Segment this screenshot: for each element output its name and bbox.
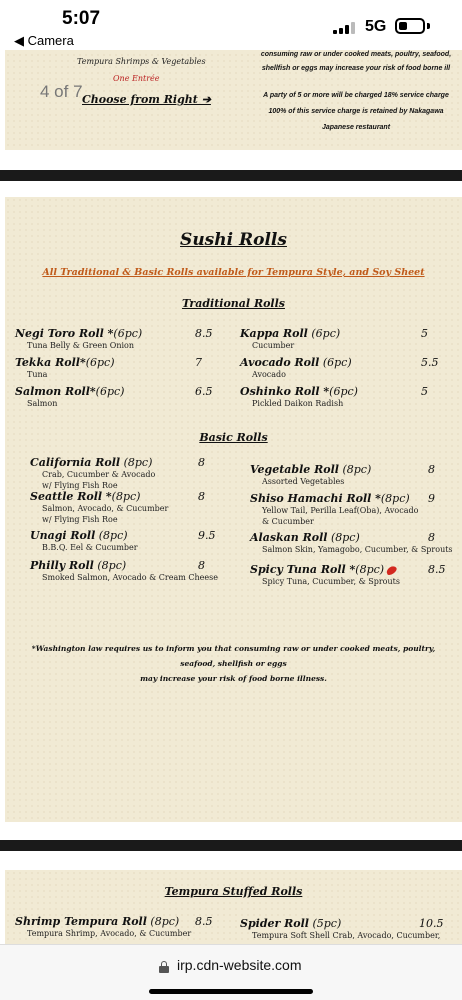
menu-item (240, 917, 440, 941)
health-warning-line: may increase your risk of food borne illness. (140, 674, 327, 683)
item-name: Tekka Roll* (15, 356, 86, 369)
item-name: Vegetable Roll (250, 463, 339, 476)
item-description: Tuna Belly & Green Onion (27, 341, 135, 350)
item-pieces: (8pc) (355, 563, 385, 576)
item-price: 6.5 (195, 385, 213, 398)
item-description: Tempura Shrimp, Avocado, & Cucumber (27, 929, 192, 938)
page-divider (0, 170, 462, 181)
battery-tip (427, 23, 430, 29)
service-charge-text (250, 88, 462, 136)
item-name: Alaskan Roll (250, 531, 328, 544)
traditional-rolls-heading: Traditional Rolls (182, 297, 285, 310)
item-description: Tuna (27, 370, 48, 379)
item-description: Avocado (252, 370, 286, 379)
tempura-line: Tempura Shrimps & Vegetables (77, 57, 206, 66)
item-pieces: (8pc) (93, 559, 127, 572)
url-text[interactable]: irp.cdn-website.com (177, 957, 302, 973)
item-name: Avocado Roll (240, 356, 320, 369)
tempura-stuffed-rolls-heading: Tempura Stuffed Rolls (164, 885, 303, 898)
item-price: 5 (421, 385, 428, 398)
service-line: A party of 5 or more will be charged 18% service charge (263, 92, 449, 99)
menu-page-previous (5, 40, 462, 150)
clock: 5:07 (62, 8, 101, 29)
item-price: 8.5 (195, 327, 213, 340)
item-name: Spider Roll (240, 917, 309, 930)
item-description: Cucumber (252, 341, 295, 350)
network-type: 5G (365, 18, 387, 35)
menu-item (30, 490, 168, 525)
health-warning (25, 641, 442, 686)
item-name: Negi Toro Roll * (15, 327, 114, 340)
item-name: Shiso Hamachi Roll * (250, 492, 381, 505)
item-name: Spicy Tuna Roll * (250, 563, 356, 576)
item-description: w/ Flying Fish Roe (42, 481, 118, 490)
item-pieces: (8pc) (120, 456, 153, 469)
item-description: Assorted Vegetables (262, 477, 345, 486)
item-name: Shrimp Tempura Roll (15, 915, 147, 928)
item-pieces: (8pc) (95, 529, 128, 542)
menu-item (240, 385, 358, 409)
menu-item (15, 385, 124, 409)
item-price: 8 (198, 559, 205, 572)
choose-from-right-label: Choose from Right ➔ (82, 93, 211, 106)
warning-line: consuming raw or under cooked meats, poultry, seafood, (260, 51, 452, 58)
menu-item (250, 563, 400, 587)
item-price: 5.5 (421, 356, 439, 369)
back-to-camera-link[interactable]: ◀ Camera (14, 33, 74, 48)
item-description: Tempura Soft Shell Crab, Avocado, Cucumber, (252, 931, 441, 940)
status-bar (0, 0, 462, 50)
item-description: Smoked Salmon, Avocado & Cream Cheese (42, 573, 218, 582)
menu-item (15, 356, 115, 380)
address-bar[interactable] (0, 944, 462, 1000)
item-price: 8.5 (428, 563, 446, 576)
service-line: 100% of this service charge is retained by Nakagawa (268, 108, 444, 115)
page-title: Sushi Rolls (180, 230, 287, 250)
item-pieces: (8pc) (338, 463, 372, 476)
item-description: w/ Flying Fish Roe (42, 515, 118, 524)
item-pieces: (5pc) (308, 917, 342, 930)
service-line: Japanese restaurant (321, 124, 391, 131)
menu-item (240, 327, 340, 351)
item-description: B.B.Q. Eel & Cucumber (42, 543, 138, 552)
item-name: Seattle Roll * (30, 490, 112, 503)
item-pieces: (6pc) (329, 385, 358, 398)
item-description: Pickled Daikon Radish (252, 399, 344, 408)
item-price: 5 (421, 327, 428, 340)
item-pieces: (6pc) (319, 356, 352, 369)
menu-item (15, 915, 191, 939)
item-price: 8.5 (195, 915, 213, 928)
page-counter: 4 of 7 (40, 82, 83, 101)
item-name: California Roll (30, 456, 121, 469)
item-price: 8 (428, 463, 435, 476)
menu-page-sushi-rolls (5, 197, 462, 822)
chili-pepper-icon (385, 564, 398, 576)
item-pieces: (6pc) (95, 385, 125, 398)
item-description: Crab, Cucumber & Avocado (42, 470, 156, 479)
item-price: 9 (428, 492, 435, 505)
menu-page-next (5, 870, 462, 945)
item-description: & Cucumber (262, 517, 314, 526)
item-description: Salmon Skin, Yamagobo, Cucumber, & Sprouts (262, 545, 453, 554)
menu-item (30, 456, 155, 491)
menu-item (15, 327, 142, 351)
item-name: Kappa Roll (240, 327, 308, 340)
item-name: Salmon Roll* (15, 385, 96, 398)
item-pieces: (8pc) (111, 490, 141, 503)
warning-line: shellfish or eggs may increase your risk of food borne ill (261, 65, 451, 72)
basic-rolls-heading: Basic Rolls (199, 431, 268, 444)
menu-item (250, 463, 371, 487)
item-description: Spicy Tuna, Cucumber, & Sprouts (262, 577, 400, 586)
item-name: Oshinko Roll * (240, 385, 330, 398)
warning-text (250, 48, 462, 76)
menu-item (30, 559, 218, 583)
menu-item (30, 529, 138, 553)
item-pieces: (6pc) (85, 356, 115, 369)
item-price: 7 (195, 356, 202, 369)
battery-icon (395, 18, 425, 34)
availability-note: All Traditional & Basic Rolls available for Tempura Style, and Soy Sheet (42, 267, 425, 278)
health-warning-line: *Washington law requires us to inform you that consuming raw or under cooked meats, poultry, seafood, shellfish or eggs (31, 644, 436, 668)
menu-item (250, 492, 418, 527)
page-divider (0, 840, 462, 851)
item-pieces: (6pc) (113, 327, 143, 340)
item-price: 8 (428, 531, 435, 544)
item-price: 10.5 (419, 917, 444, 930)
item-description: Yellow Tail, Perilla Leaf(Oba), Avocado (262, 506, 419, 515)
entree-label: One Entrée (113, 74, 160, 83)
home-indicator[interactable] (149, 989, 313, 994)
item-name: Philly Roll (30, 559, 94, 572)
item-description: Salmon, Avocado, & Cucumber (42, 504, 169, 513)
item-name: Unagi Roll (30, 529, 96, 542)
item-description: Salmon (27, 399, 58, 408)
item-price: 9.5 (198, 529, 216, 542)
item-price: 8 (198, 490, 205, 503)
signal-icon (333, 22, 355, 34)
lock-icon (159, 961, 169, 973)
menu-item (240, 356, 352, 380)
item-pieces: (8pc) (327, 531, 360, 544)
menu-item (250, 531, 453, 555)
item-pieces: (8pc) (146, 915, 180, 928)
item-price: 8 (198, 456, 205, 469)
item-pieces: (8pc) (380, 492, 410, 505)
item-pieces: (6pc) (307, 327, 341, 340)
